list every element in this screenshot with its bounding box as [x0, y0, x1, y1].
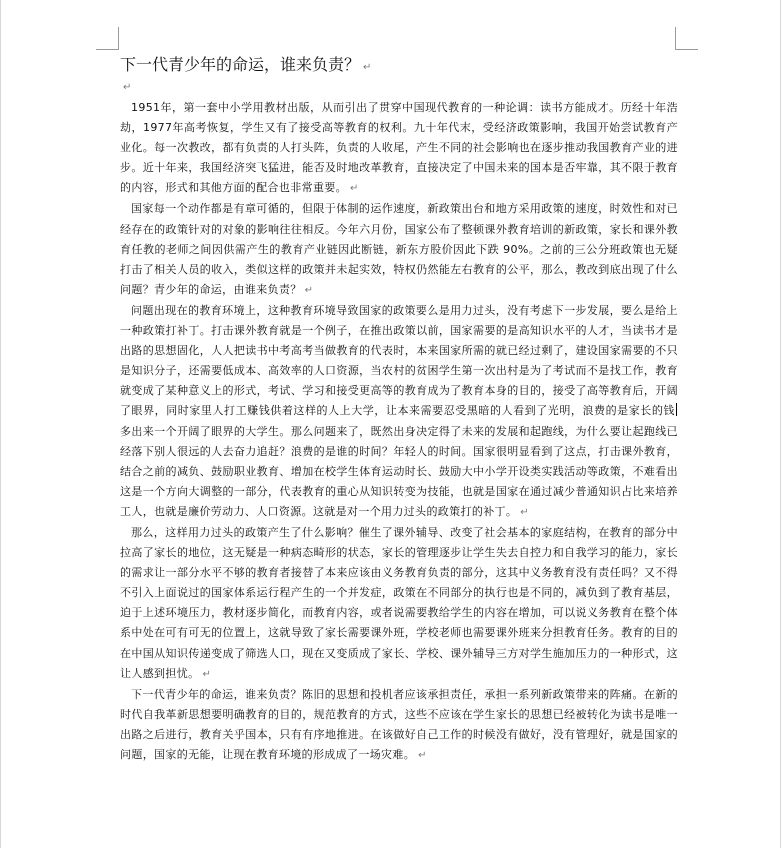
paragraph-mark-icon: ↵: [350, 183, 359, 195]
paragraph-text: 国家每一个动作都是有章可循的，但限于体制的运作速度，新政策出台和地方采用政策的速度，时效性和对已经存在的政策针对的对象的影响往往相反。今年六月份，国家公布了整顿课外教育培训的新政策，家长和课外教育任教的老师之间因供需产生的教育产业链因此断链，新东方股价因此下跌 90%。之前的三公分班政策也无疑打击了相关人员的收入，类似这样的政策并未起实效，特权仍然能左右教育的公平，那么，教改到底出现了什么问题？青少年的命运，由谁来负责？: [120, 202, 678, 296]
paragraph-mark-icon: ↵: [304, 284, 314, 296]
paragraph-1[interactable]: [120, 98, 678, 199]
crop-mark-top-left: [96, 27, 119, 50]
paragraph-text: 多出来一个开阔了眼界的大学生。那么问题来了，既然出身决定得了未来的发展和起跑线，为什么要让起跑线已经落下别人很远的人去奋力追赶？浪费的是谁的时间？年轻人的时间。国家很明显看到了这点，打击课外教育，结合之前的减负、鼓励职业教育、增加在校学生体育运动时长、鼓励大中小学开设类实践活动等政策，不难看出这是一个方向大调整的一部分，代表教育的重心从知识转变为技能，也就是国家在通过减少普通知识占比来培养工人，也就是廉价劳动力、人口资源。这就是对一个用力过头的政策打的补丁。: [120, 424, 678, 518]
crop-mark-top-right: [675, 27, 698, 50]
paragraph-mark-icon: ↵: [418, 750, 427, 761]
paragraph-mark-icon: ↵: [202, 668, 212, 680]
page-edge-left: [0, 0, 1, 848]
empty-paragraph[interactable]: [120, 78, 678, 98]
paragraph-mark-icon: ↵: [123, 82, 132, 93]
document-title[interactable]: [120, 52, 678, 78]
paragraph-2[interactable]: [120, 199, 678, 300]
paragraph-mark-icon: ↵: [520, 506, 529, 518]
text-cursor: [676, 403, 677, 416]
paragraph-text: 问题出现在的教育环境上，这种教育环境导致国家的政策要么是用力过头，没有考虑下一步发展，要么是给上一种政策打补丁。打击课外教育就是一个例子，在推出政策以前，国家需要的是高知识水平的人才，当读书才是出路的思想固化，人人把读书中考高考当做教育的代表时，本来国家所需的就已经过剩了，建设国家需要的不只是知识分子，还需要低成本、高效率的人口资源，当农村的贫困学生第一次出村是为了考试而不是找工作，教育就变成了某种意义上的形式，考试、学习和接受更高等的教育成为了教育本身的目的，接受了高等教育后，开阔了眼界，同时家里人打工赚钱供着这样的人上大学，让本来需要忍受黑暗的人看到了光明，浪费的是家长的钱: [120, 303, 678, 418]
paragraph-3[interactable]: [120, 301, 678, 523]
title-text: 下一代青少年的命运，谁来负责？: [120, 55, 361, 74]
paragraph-mark-icon: ↵: [363, 62, 372, 73]
paragraph-text: 下一代青少年的命运，谁来负责？陈旧的思想和投机者应该承担责任，承担一系列新政策带来的阵痛。在新的时代自我革新思想要明确教育的目的，规范教育的方式，这些不应该在学生家长的思想已经被转化为读书是唯一出路之后进行，教育关乎国本，只有有序地推进。在该做好自己工作的时候没有做好，没有管理好，就是国家的问题，国家的无能，让现在教育环境的形成成了一场灾难。: [120, 687, 678, 761]
paragraph-text: 那么，这样用力过头的政策产生了什么影响？催生了课外辅导、改变了社会基本的家庭结构，在教育的部分中拉高了家长的地位，这无疑是一种病态畸形的状态，家长的管理逐步让学生失去自控力和自我学习的能力，家长的需求让一部分水平不够的教育者接替了本来应该由义务教育负责的部分，这其中义务教育没有责任吗？又不得不引入上面说过的国家体系运行程产生的一个并发症，政策在不同部分的执行也是不同的，减负到了教育基层，迫于上述环境压力，教材逐步简化，而教育内容，或者说需要教给学生的内容在增加，可以说义务教育在整个体系中处在可有可无的位置上，这就导致了家长需要课外班，学校老师也需要课外班来分担教育任务。教育的目的在中国从知识传递变成了筛选人口，现在又变质成了家长、学校、课外辅导三方对学生施加压力的一种形式，这让人感到担忧。: [120, 525, 678, 680]
paragraph-4[interactable]: [120, 523, 678, 685]
paragraph-text: 1951年，第一套中小学用教材出版，从而引出了贯穿中国现代教育的一种论调：读书方能成才。历经十年浩劫，1977年高考恢复，学生又有了接受高等教育的权利。九十年代末，受经济政策影响，我国开始尝试教育产业化。每一次教改，都有负责的人打头阵，负责的人收尾，产生不同的社会影响也在逐步推动我国教育产业的进步。近十年来，我国经济突飞猛进，能否及时地改革教育，直接决定了中国未来的国本是否牢靠，其不限于教育的内容，形式和其他方面的配合也非常重要。: [120, 101, 678, 195]
paragraph-5[interactable]: [120, 685, 678, 766]
document-body[interactable]: [120, 52, 678, 766]
